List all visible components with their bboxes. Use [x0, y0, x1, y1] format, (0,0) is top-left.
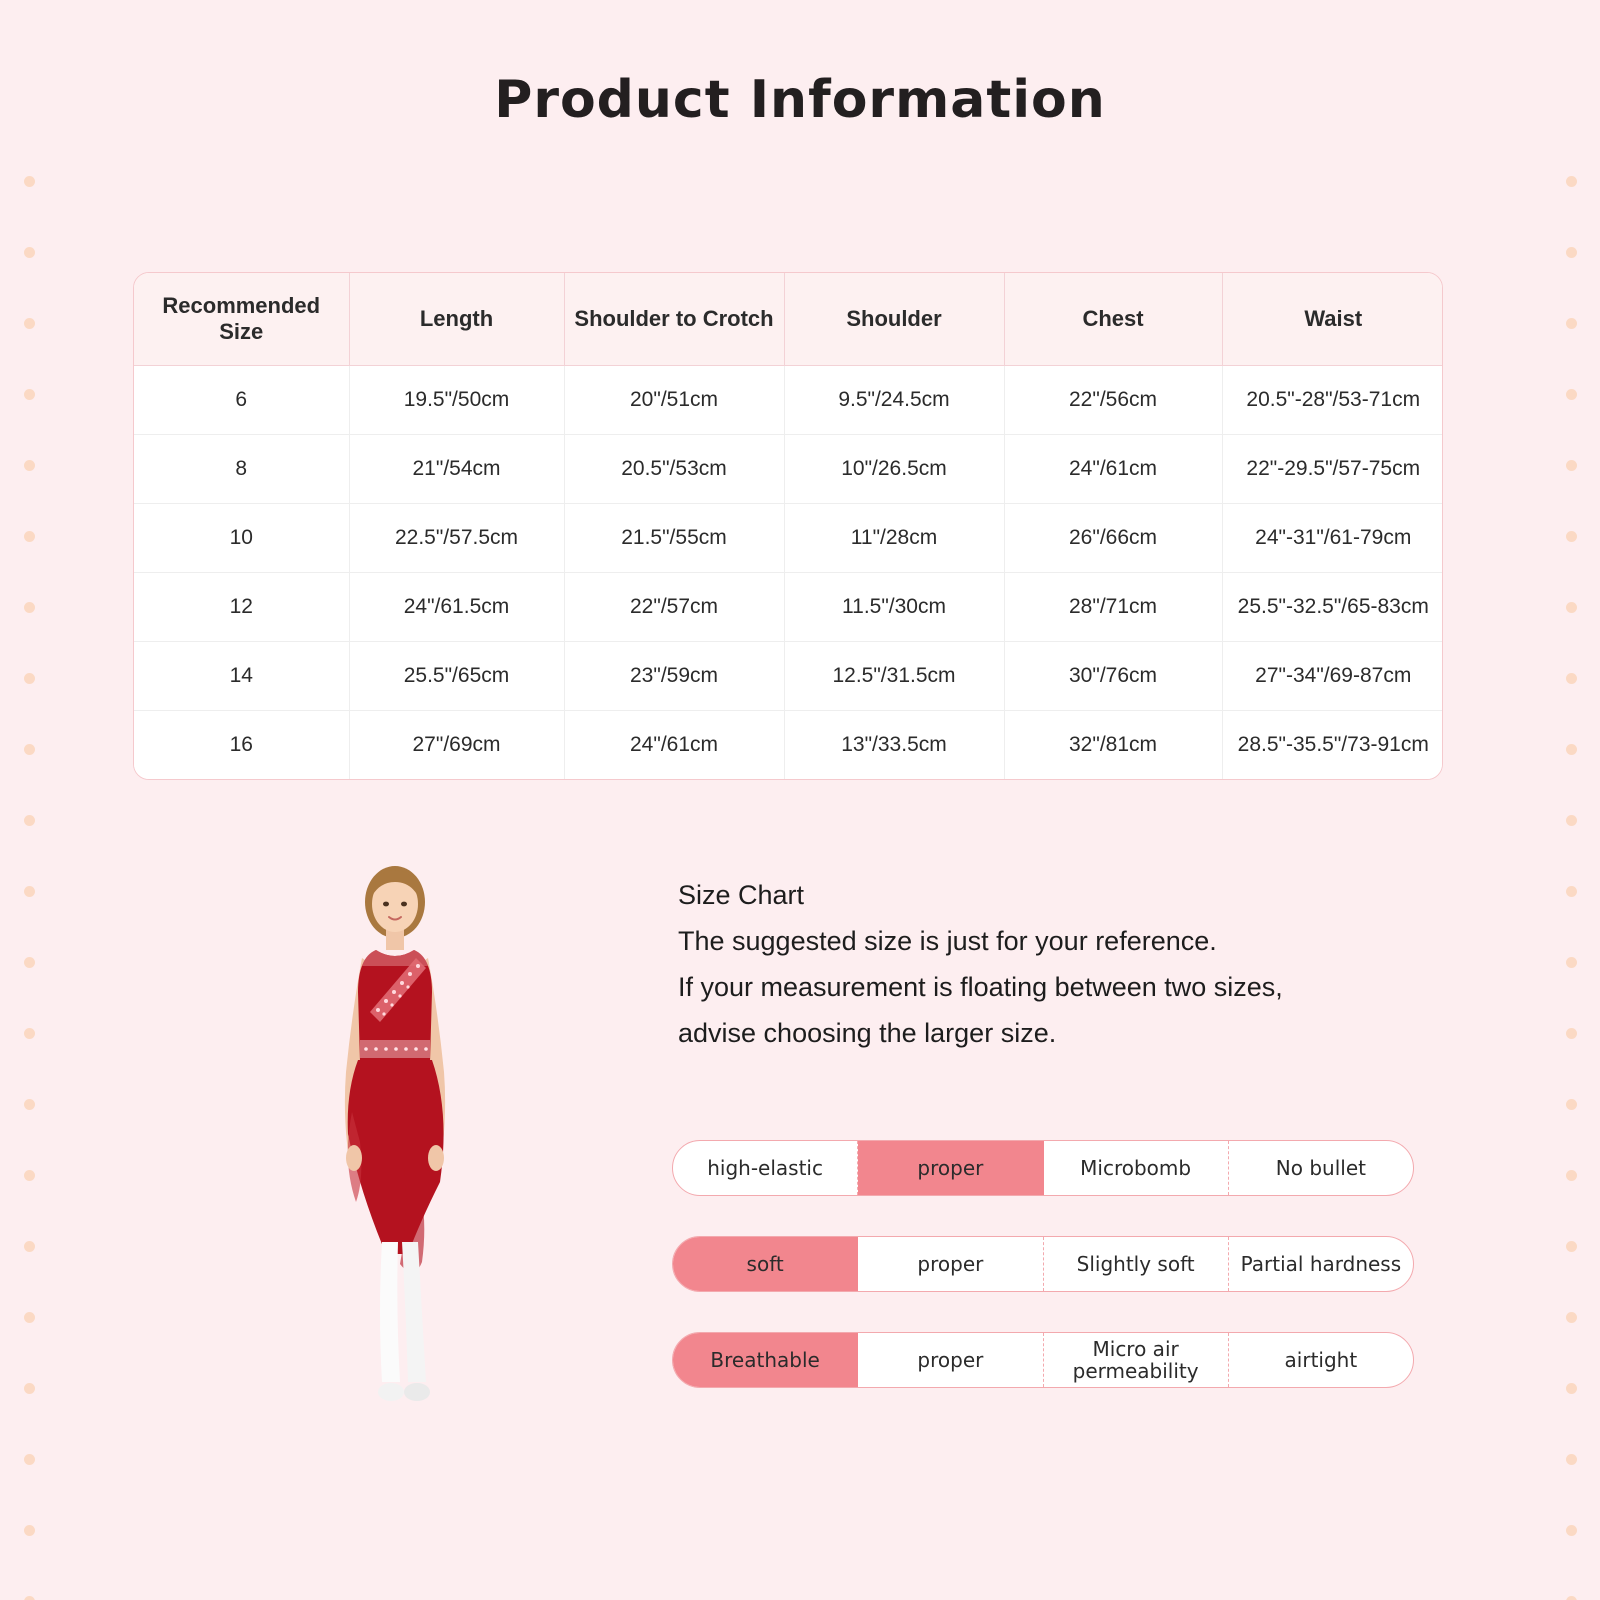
softness-option-0[interactable]: soft [673, 1237, 858, 1291]
decorative-dot [24, 886, 35, 897]
decorative-dot [1566, 1099, 1577, 1110]
softness-option-1[interactable]: proper [858, 1237, 1043, 1291]
decorative-dot [24, 176, 35, 187]
table-cell: 20.5"-28"/53-71cm [1222, 366, 1443, 435]
table-cell: 24"/61cm [1004, 435, 1222, 504]
page-title: Product Information [494, 70, 1106, 130]
decorative-dot [24, 1241, 35, 1252]
softness-option-2[interactable]: Slightly soft [1044, 1237, 1229, 1291]
decorative-dot [24, 1312, 35, 1323]
decorative-dot [24, 1028, 35, 1039]
softness-bar [672, 1236, 1414, 1292]
table-cell: 32"/81cm [1004, 711, 1222, 780]
table-cell: 20.5"/53cm [564, 435, 784, 504]
decorative-dot [24, 460, 35, 471]
table-cell: 6 [134, 366, 349, 435]
decorative-dot [24, 815, 35, 826]
table-cell: 13"/33.5cm [784, 711, 1004, 780]
table-cell: 11.5"/30cm [784, 573, 1004, 642]
table-cell: 20"/51cm [564, 366, 784, 435]
table-cell: 19.5"/50cm [349, 366, 564, 435]
table-cell: 26"/66cm [1004, 504, 1222, 573]
table-row [134, 504, 1443, 573]
table-cell: 25.5"-32.5"/65-83cm [1222, 573, 1443, 642]
size-chart-line-1: The suggested size is just for your reference. [678, 926, 1217, 956]
elasticity-option-3[interactable]: No bullet [1275, 1156, 1366, 1180]
table-cell: 22"/56cm [1004, 366, 1222, 435]
decorative-dot [24, 1383, 35, 1394]
decorative-dot [1566, 1596, 1577, 1600]
table-header-cell: Recommended Size [134, 273, 349, 366]
size-table [134, 273, 1443, 779]
table-cell: 27"-34"/69-87cm [1222, 642, 1443, 711]
decorative-dot [24, 602, 35, 613]
table-cell: 25.5"/65cm [349, 642, 564, 711]
size-chart-line-2: If your measurement is floating between two sizes, [678, 972, 1283, 1002]
table-row [134, 711, 1443, 780]
decorative-dot [1566, 673, 1577, 684]
table-cell: 9.5"/24.5cm [784, 366, 1004, 435]
table-header-cell: Shoulder [784, 273, 1004, 366]
decorative-dot [1566, 247, 1577, 258]
table-cell: 8 [134, 435, 349, 504]
decorative-dot [24, 1170, 35, 1181]
table-header-cell: Chest [1004, 273, 1222, 366]
table-cell: 24"-31"/61-79cm [1222, 504, 1443, 573]
table-cell: 21.5"/55cm [564, 504, 784, 573]
size-chart-line-3: advise choosing the larger size. [678, 1018, 1057, 1048]
decorative-dot [1566, 531, 1577, 542]
decorative-dot [1566, 744, 1577, 755]
decorative-dot [24, 1454, 35, 1465]
left-dot-decoration [22, 0, 36, 1600]
table-cell: 11"/28cm [784, 504, 1004, 573]
table-cell: 12.5"/31.5cm [784, 642, 1004, 711]
decorative-dot [1566, 602, 1577, 613]
table-cell: 10"/26.5cm [784, 435, 1004, 504]
table-header-cell: Length [349, 273, 564, 366]
property-bars [672, 1140, 1414, 1428]
decorative-dot [24, 1525, 35, 1536]
breathability-option-3[interactable]: airtight [1284, 1348, 1358, 1372]
table-cell: 22"-29.5"/57-75cm [1222, 435, 1443, 504]
right-dot-decoration [1564, 0, 1578, 1600]
size-table-container [133, 272, 1443, 780]
decorative-dot [24, 1099, 35, 1110]
table-cell: 10 [134, 504, 349, 573]
decorative-dot [24, 531, 35, 542]
breathability-option-1[interactable]: proper [858, 1333, 1043, 1387]
elasticity-bar [672, 1140, 1414, 1196]
table-cell: 28.5"-35.5"/73-91cm [1222, 711, 1443, 780]
decorative-dot [1566, 815, 1577, 826]
table-header-row [134, 273, 1443, 366]
table-cell: 22.5"/57.5cm [349, 504, 564, 573]
breathability-option-0[interactable]: Breathable [673, 1333, 858, 1387]
table-header-cell: Shoulder to Crotch [564, 273, 784, 366]
elasticity-option-1[interactable]: proper [858, 1141, 1043, 1195]
table-cell: 23"/59cm [564, 642, 784, 711]
decorative-dot [1566, 1241, 1577, 1252]
table-cell: 24"/61.5cm [349, 573, 564, 642]
table-row [134, 573, 1443, 642]
elasticity-option-0[interactable]: high-elastic [673, 1141, 858, 1195]
decorative-dot [1566, 176, 1577, 187]
table-cell: 22"/57cm [564, 573, 784, 642]
size-chart-note [678, 872, 1438, 1056]
table-cell: 12 [134, 573, 349, 642]
decorative-dot [24, 957, 35, 968]
decorative-dot [24, 1596, 35, 1600]
softness-option-3[interactable]: Partial hardness [1240, 1252, 1402, 1276]
decorative-dot [24, 389, 35, 400]
decorative-dot [1566, 318, 1577, 329]
size-chart-heading: Size Chart [678, 880, 805, 910]
breathability-option-2[interactable]: Micro air permeability [1044, 1333, 1229, 1387]
decorative-dot [24, 247, 35, 258]
model-photo [290, 862, 500, 1432]
elasticity-option-2[interactable]: Microbomb [1044, 1141, 1229, 1195]
table-cell: 24"/61cm [564, 711, 784, 780]
decorative-dot [1566, 1028, 1577, 1039]
decorative-dot [1566, 1170, 1577, 1181]
breathability-bar [672, 1332, 1414, 1388]
table-cell: 27"/69cm [349, 711, 564, 780]
decorative-dot [1566, 957, 1577, 968]
table-cell: 16 [134, 711, 349, 780]
table-cell: 14 [134, 642, 349, 711]
table-row [134, 366, 1443, 435]
decorative-dot [1566, 1454, 1577, 1465]
decorative-dot [1566, 886, 1577, 897]
table-cell: 28"/71cm [1004, 573, 1222, 642]
decorative-dot [1566, 389, 1577, 400]
decorative-dot [1566, 460, 1577, 471]
table-cell: 21"/54cm [349, 435, 564, 504]
decorative-dot [1566, 1525, 1577, 1536]
decorative-dot [1566, 1312, 1577, 1323]
decorative-dot [24, 673, 35, 684]
decorative-dot [24, 318, 35, 329]
decorative-dot [24, 744, 35, 755]
table-header-cell: Waist [1222, 273, 1443, 366]
table-row [134, 435, 1443, 504]
table-cell: 30"/76cm [1004, 642, 1222, 711]
decorative-dot [1566, 1383, 1577, 1394]
table-row [134, 642, 1443, 711]
